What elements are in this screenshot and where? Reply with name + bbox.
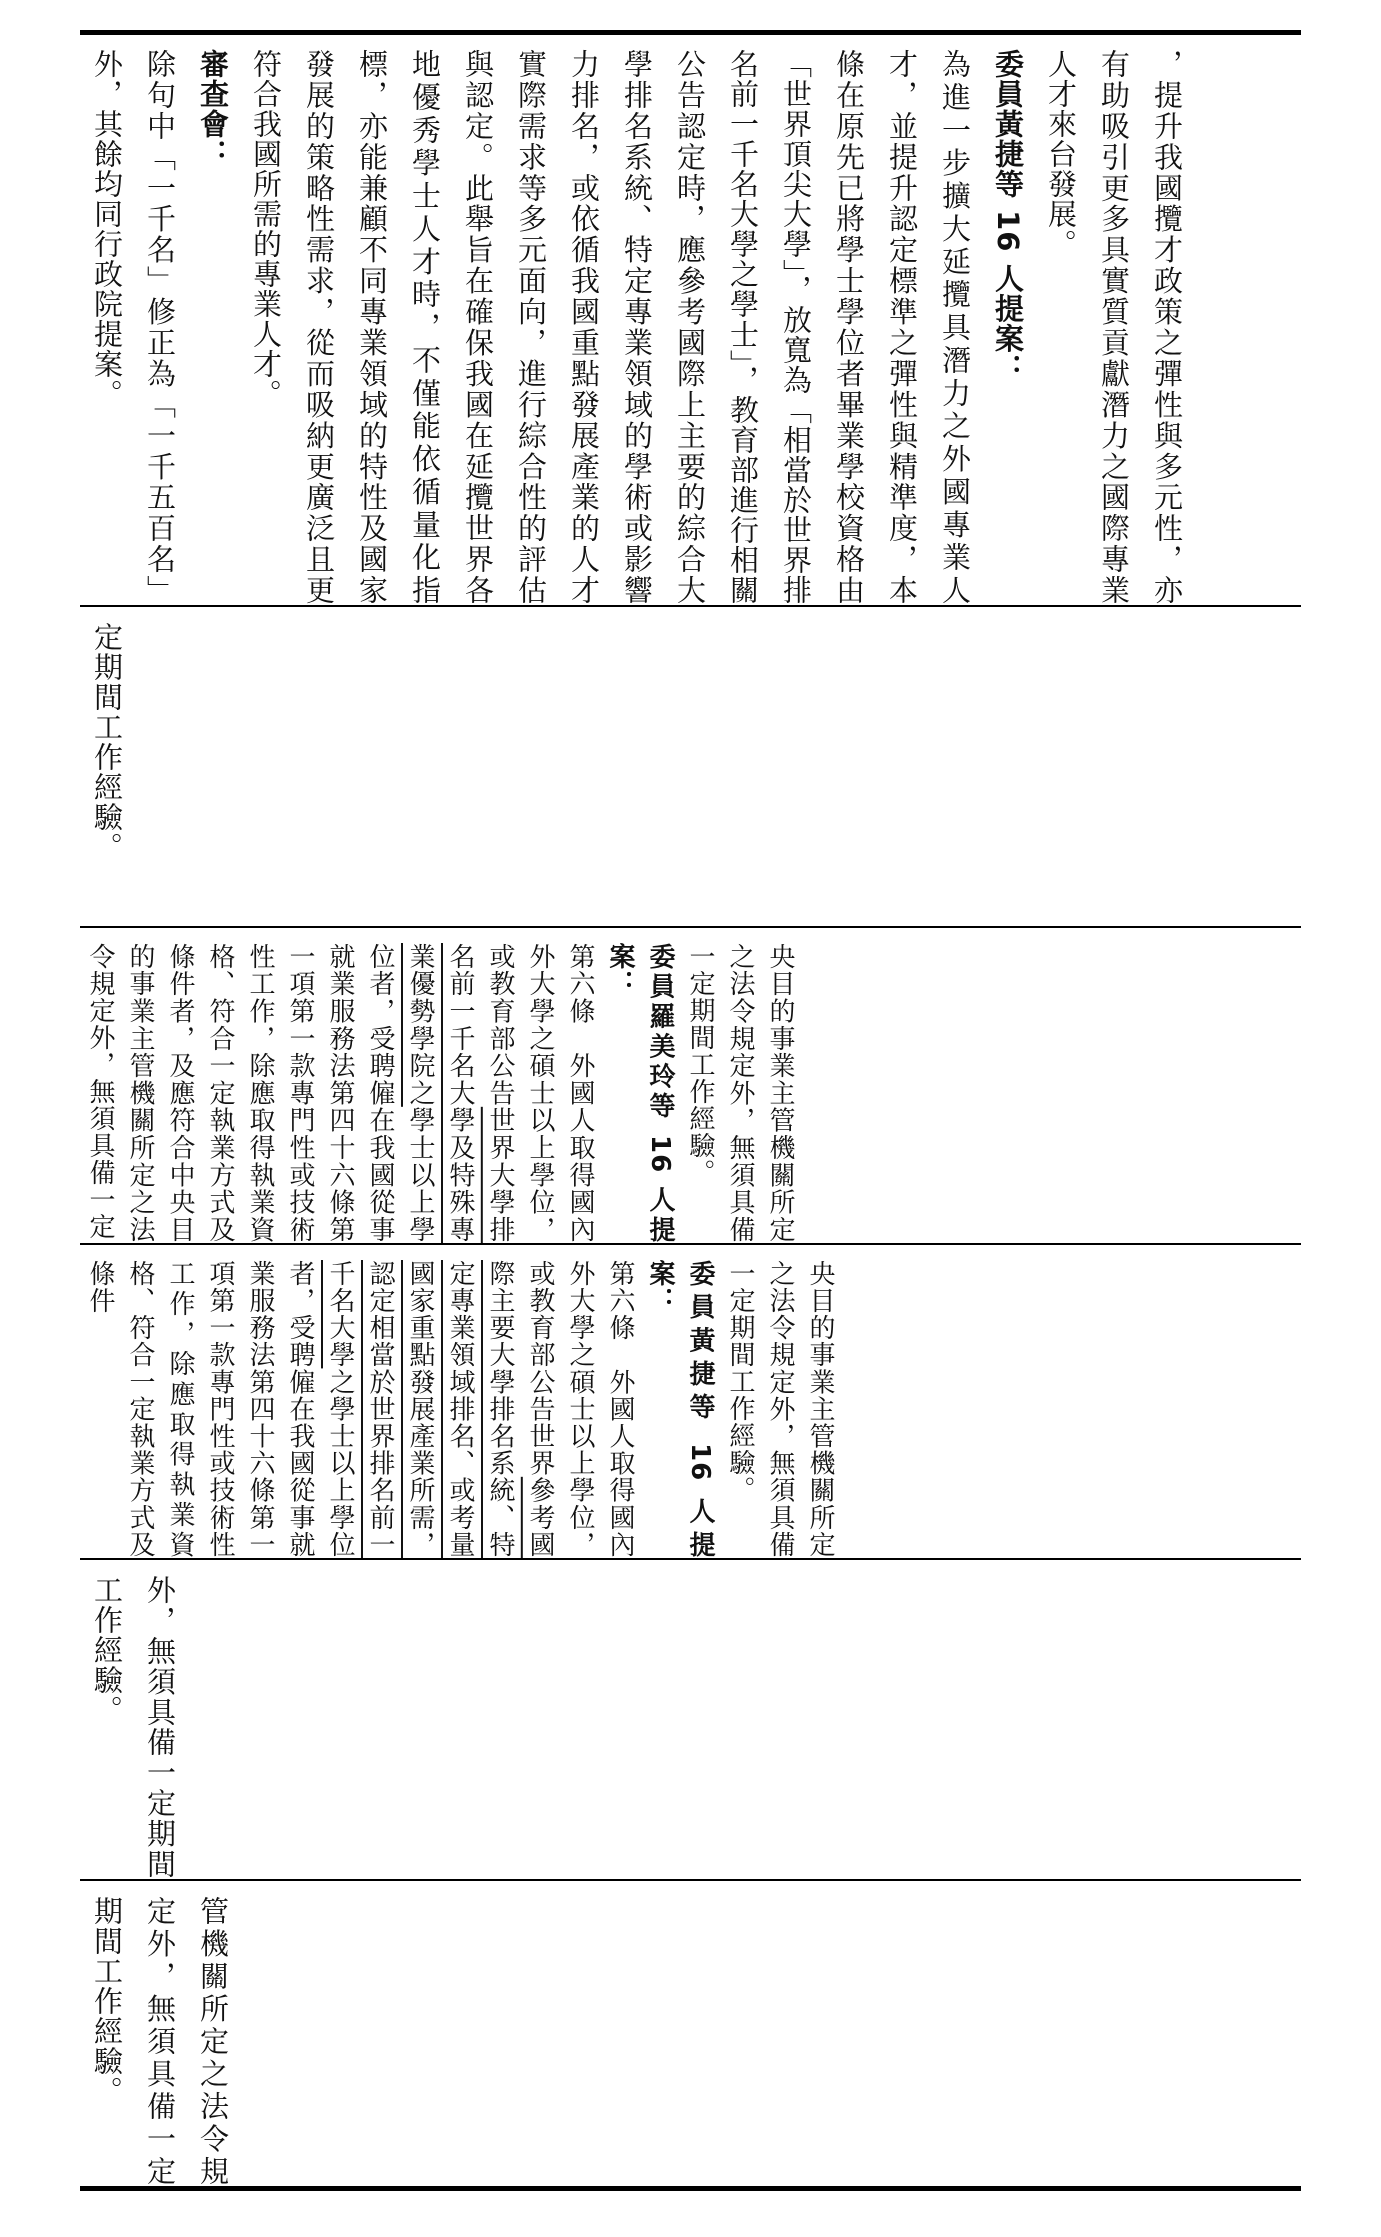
col4-article-lead: 第六條 外國人取得國內外大學之碩士以上學位，或教育部公告世界 — [525, 1260, 635, 1558]
column-6 — [80, 1882, 1301, 2186]
col1-paragraph-1: ，提升我國攬才政策之彈性與多元性，亦有助吸引更多具實質貢獻潛力之國際專業人才來台發展。 — [1044, 49, 1184, 605]
column-divider-3 — [80, 1243, 1301, 1245]
column-divider-1 — [80, 605, 1301, 607]
col4-paragraph-1: 央目的事業主管機關所定之法令規定外，無須具備一定期間工作經驗。 — [725, 1260, 835, 1558]
column-5-text — [80, 1561, 210, 1879]
column-4 — [80, 1246, 1301, 1558]
col3-article-underlined: 世界大學排名前一千名大學及特殊專業優勢學院之 — [405, 943, 515, 1243]
column-6-text — [80, 1882, 263, 2186]
column-2 — [80, 608, 1301, 926]
column-3-text — [80, 929, 824, 1243]
column-divider-4 — [80, 1558, 1301, 1560]
col4-article-underlined: 參考國際主要大學排名系統、特定專業領域排名、或考量國家重點發展產業所需，認定相當於世界排名前一千名大學 — [325, 1260, 555, 1558]
column-divider-2 — [80, 926, 1301, 928]
column-4-text — [80, 1246, 864, 1558]
column-2-text — [80, 608, 157, 926]
col1-paragraph-2: 為進一步擴大延攬具潛力之外國專業人才，並提升認定標準之彈性與精準度，本條在原先已將學士學位者畢業學校資格由「世界頂尖大學」，放寬為「相當於世界排名前一千名大學之學士」，教育部進行相關公告認定時，應參考國際上主要的綜合大學排名系統、特定專業領域的學術或影響力排名，或依循我國重點發展產業的人才實際需求等多元面向，進行綜合性的評估與認定。此舉旨在確保我國在延攬世界各地優秀學士人才時，不僅能依循量化指標，亦能兼顧不同專業領域的特性及國家發展的策略性需求，從而吸納更廣泛且更符合我國所需的專業人才。 — [249, 49, 972, 605]
col3-paragraph-1: 央目的事業主管機關所定之法令規定外，無須具備一定期間工作經驗。 — [685, 943, 795, 1243]
column-divider-5 — [80, 1879, 1301, 1881]
col1-heading-2: 審查會： — [196, 49, 230, 169]
col6-paragraph-1: 管機關所定之法令規定外，無須具備一定期間工作經驗。 — [90, 1896, 230, 2186]
col1-heading-1: 委員黃捷等 16 人提案： — [991, 49, 1025, 384]
col5-paragraph-1: 外，無須具備一定期間工作經驗。 — [90, 1575, 177, 1879]
col3-article-tail: 學士以上學位者，受聘僱在我國從事就業服務法第四十六條第一項第一款專門性或技術性工作，除應取得執業資格、符合一定執業方式及條件者，及應符合中央目的事業主管機關所定之法令規定外，無須具備一定 — [85, 943, 435, 1243]
bottom-rule — [80, 2186, 1301, 2191]
col2-paragraph-1: 定期間工作經驗。 — [90, 622, 124, 862]
col4-heading-1: 委員黃捷等 16 人提案： — [645, 1260, 715, 1558]
col3-heading-1: 委員羅美玲等 16 人提案： — [605, 943, 675, 1243]
column-5 — [80, 1561, 1301, 1879]
column-1-text — [80, 35, 1217, 605]
col3-paragraph-2 — [80, 943, 600, 1243]
col3-article-lead: 第六條 外國人取得國內外大學之碩士以上學位，或教育部公告 — [485, 943, 595, 1243]
col4-paragraph-2 — [80, 1260, 640, 1558]
column-3 — [80, 929, 1301, 1243]
column-1 — [80, 35, 1301, 605]
col4-article-tail: 之學士以上學位者，受聘僱在我國從事就業服務法第四十六條第一項第一款專門性或技術性工作，除應取得執業資格、符合一定執業方式及條件 — [85, 1260, 355, 1558]
col1-paragraph-3: 除句中「一千名」修正為「一千五百名」外，其餘均同行政院提案。 — [90, 49, 177, 605]
